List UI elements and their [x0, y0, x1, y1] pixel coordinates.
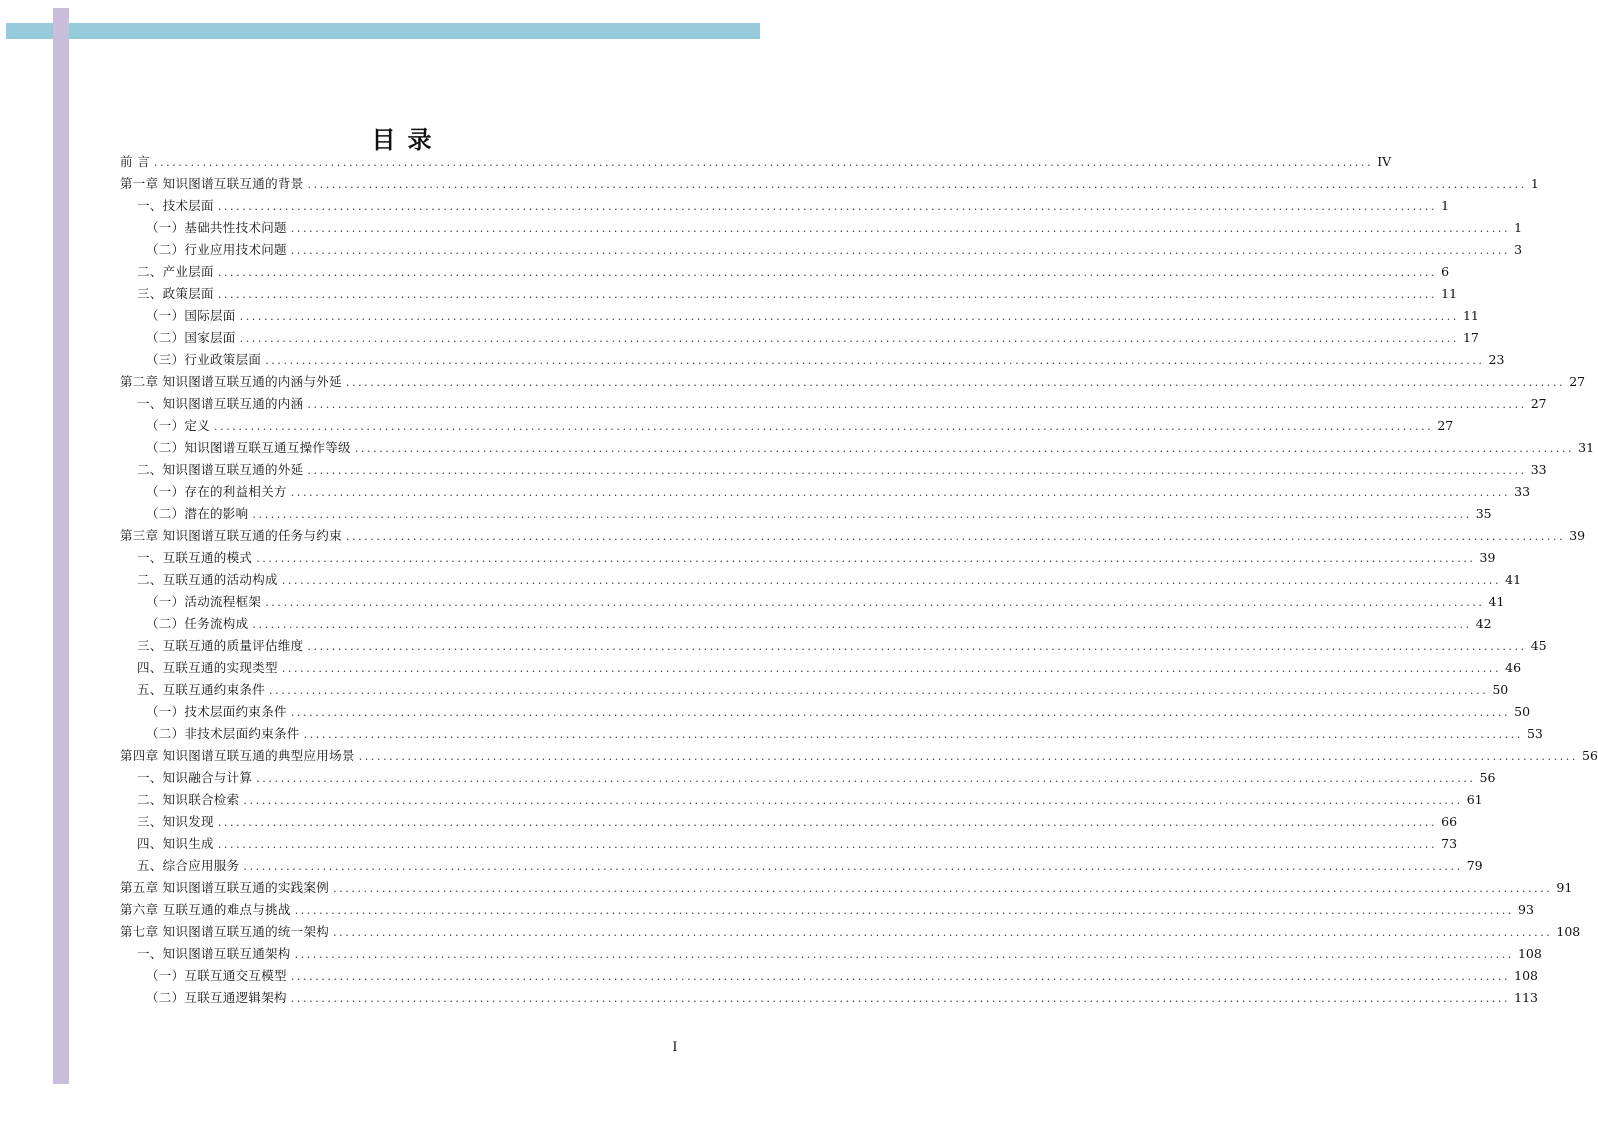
- toc-entry-page: 42: [1475, 616, 1492, 631]
- toc-entry[interactable]: [120, 877, 1573, 899]
- toc-entry[interactable]: [120, 679, 1509, 701]
- toc-entry-label: 五、综合应用服务: [137, 858, 240, 873]
- toc-entry-label: （一）国际层面: [146, 308, 236, 323]
- toc-entry-page: 39: [1569, 528, 1586, 543]
- toc-entry-label: 一、互联互通的模式: [137, 550, 253, 565]
- toc-entry-label: 二、互联互通的活动构成: [137, 572, 278, 587]
- toc-entry-page: 108: [1517, 946, 1542, 961]
- toc-entry[interactable]: [120, 745, 1598, 767]
- dot-leader: ........................................................................................................................................................................................................: [358, 750, 1579, 763]
- toc-entry[interactable]: [120, 723, 1543, 745]
- toc-entry-page: 50: [1514, 704, 1531, 719]
- toc-entry-page: 41: [1488, 594, 1505, 609]
- toc-entry[interactable]: [120, 217, 1523, 239]
- toc-entry[interactable]: [120, 459, 1547, 481]
- toc-entry[interactable]: [120, 921, 1581, 943]
- toc-entry[interactable]: [120, 547, 1496, 569]
- toc-entry-page: 11: [1441, 286, 1458, 301]
- toc-entry-page: 1: [1530, 176, 1539, 191]
- toc-entry-page: 3: [1514, 242, 1523, 257]
- toc-entry-page: 79: [1466, 858, 1483, 873]
- dot-leader: ........................................................................................................................................................................................................: [252, 508, 1472, 521]
- toc-entry-page: 108: [1556, 924, 1581, 939]
- dot-leader: ........................................................................................................................................................................................................: [217, 200, 1438, 213]
- toc-entry-label: 二、产业层面: [137, 264, 214, 279]
- toc-entry[interactable]: [120, 525, 1586, 547]
- toc-entry-page: 39: [1479, 550, 1496, 565]
- dot-leader: ........................................................................................................................................................................................................: [307, 640, 1527, 653]
- dot-leader: ........................................................................................................................................................................................................: [290, 244, 1511, 257]
- toc-entry-page: 35: [1475, 506, 1492, 521]
- toc-entry-label: （二）任务流构成: [146, 616, 249, 631]
- toc-entry[interactable]: [120, 261, 1450, 283]
- toc-entry-page: 45: [1530, 638, 1547, 653]
- toc-entry-page: 17: [1462, 330, 1479, 345]
- dot-leader: ........................................................................................................................................................................................................: [256, 772, 1476, 785]
- toc-entry[interactable]: [120, 393, 1547, 415]
- toc-entry-page: 27: [1569, 374, 1586, 389]
- toc-entry-page: 53: [1526, 726, 1543, 741]
- toc-entry-label: 一、知识图谱互联互通的内涵: [137, 396, 304, 411]
- toc-entry-label: 一、知识图谱互联互通架构: [137, 946, 291, 961]
- dot-leader: ........................................................................................................................................................................................................: [307, 464, 1527, 477]
- toc-entry-label: 第一章 知识图谱互联互通的背景: [120, 176, 304, 191]
- toc-entry-label: 前 言: [120, 154, 150, 169]
- toc-entry-label: （一）活动流程框架: [146, 594, 262, 609]
- toc-entry-label: 三、互联互通的质量评估维度: [137, 638, 304, 653]
- dot-leader: ........................................................................................................................................................................................................: [217, 288, 1438, 301]
- toc-entry-page: 6: [1441, 264, 1450, 279]
- toc-entry-page: 33: [1514, 484, 1531, 499]
- toc-entry[interactable]: [120, 481, 1531, 503]
- toc-entry-label: 三、政策层面: [137, 286, 214, 301]
- toc-entry-label: （一）存在的利益相关方: [146, 484, 287, 499]
- toc-entry-page: 93: [1518, 902, 1534, 917]
- page-title: 目录: [371, 126, 444, 154]
- toc-entry-page: 41: [1505, 572, 1522, 587]
- dot-leader: ........................................................................................................................................................................................................: [290, 486, 1511, 499]
- toc-entry-label: 四、互联互通的实现类型: [137, 660, 278, 675]
- dot-leader: ........................................................................................................................................................................................................: [345, 376, 1566, 389]
- dot-leader: ........................................................................................................................................................................................................: [239, 332, 1459, 345]
- dot-leader: ........................................................................................................................................................................................................: [214, 420, 1434, 433]
- toc-entry-label: 第七章 知识图谱互联互通的统一架构: [120, 924, 330, 939]
- toc-entry-page: 113: [1514, 990, 1538, 1005]
- toc-entry[interactable]: [120, 987, 1538, 1009]
- toc-entry[interactable]: [120, 899, 1534, 921]
- dot-leader: ........................................................................................................................................................................................................: [256, 552, 1476, 565]
- toc-entry[interactable]: [120, 943, 1542, 965]
- dot-leader: ........................................................................................................................................................................................................: [354, 442, 1575, 455]
- table-of-contents: [120, 151, 1598, 1009]
- side-decorative-band: [53, 8, 69, 1084]
- toc-entry[interactable]: [120, 613, 1492, 635]
- dot-leader: ........................................................................................................................................................................................................: [265, 596, 1485, 609]
- toc-entry[interactable]: [120, 283, 1458, 305]
- toc-entry[interactable]: [120, 701, 1531, 723]
- toc-entry-page: 27: [1530, 396, 1547, 411]
- dot-leader: ........................................................................................................................................................................................................: [243, 794, 1463, 807]
- toc-entry[interactable]: [120, 503, 1492, 525]
- toc-entry[interactable]: [120, 855, 1483, 877]
- toc-entry-label: 第二章 知识图谱互联互通的内涵与外延: [120, 374, 342, 389]
- dot-leader: ........................................................................................................................................................................................................: [217, 816, 1438, 829]
- toc-entry-label: （一）基础共性技术问题: [146, 220, 287, 235]
- toc-entry[interactable]: [120, 415, 1454, 437]
- toc-entry-label: （一）定义: [146, 418, 211, 433]
- toc-entry-label: （三）行业政策层面: [146, 352, 262, 367]
- top-decorative-band: [6, 23, 760, 39]
- dot-leader: ........................................................................................................................................................................................................: [290, 970, 1511, 983]
- toc-entry-label: 二、知识联合检索: [137, 792, 240, 807]
- toc-entry-page: 50: [1492, 682, 1509, 697]
- toc-entry-label: 一、知识融合与计算: [137, 770, 253, 785]
- toc-entry-label: （二）国家层面: [146, 330, 236, 345]
- page-number: I: [672, 1040, 678, 1055]
- toc-entry[interactable]: [120, 569, 1522, 591]
- dot-leader: ........................................................................................................................................................................................................: [290, 992, 1511, 1005]
- dot-leader: ........................................................................................................................................................................................................: [307, 398, 1527, 411]
- toc-entry-page: 23: [1488, 352, 1505, 367]
- dot-leader: ........................................................................................................................................................................................................: [281, 662, 1502, 675]
- toc-entry[interactable]: [120, 305, 1479, 327]
- toc-entry[interactable]: [120, 437, 1595, 459]
- toc-entry-page: 1: [1441, 198, 1450, 213]
- dot-leader: ........................................................................................................................................................................................................: [252, 618, 1472, 631]
- toc-entry-page: 56: [1582, 748, 1598, 763]
- toc-entry-label: 第三章 知识图谱互联互通的任务与约束: [120, 528, 342, 543]
- toc-entry-label: 五、互联互通约束条件: [137, 682, 266, 697]
- dot-leader: ........................................................................................................................................................................................................: [345, 530, 1566, 543]
- dot-leader: ........................................................................................................................................................................................................: [333, 926, 1553, 939]
- dot-leader: ........................................................................................................................................................................................................: [217, 266, 1438, 279]
- toc-entry[interactable]: [120, 833, 1458, 855]
- toc-entry-page: 11: [1462, 308, 1479, 323]
- toc-entry-page: 27: [1437, 418, 1454, 433]
- toc-entry[interactable]: [120, 591, 1505, 613]
- toc-entry-page: 1: [1514, 220, 1523, 235]
- dot-leader: ........................................................................................................................................................................................................: [243, 860, 1463, 873]
- toc-entry[interactable]: [120, 195, 1450, 217]
- toc-entry-label: 第六章 互联互通的难点与挑战: [120, 902, 291, 917]
- dot-leader: ........................................................................................................................................................................................................: [294, 904, 1515, 917]
- toc-entry[interactable]: [120, 789, 1483, 811]
- toc-entry-page: 108: [1514, 968, 1538, 983]
- toc-entry-label: 四、知识生成: [137, 836, 214, 851]
- dot-leader: ........................................................................................................................................................................................................: [269, 684, 1489, 697]
- toc-entry[interactable]: [120, 239, 1523, 261]
- toc-entry-label: 三、知识发现: [137, 814, 214, 829]
- dot-leader: ........................................................................................................................................................................................................: [333, 882, 1553, 895]
- toc-entry-label: 第四章 知识图谱互联互通的典型应用场景: [120, 748, 355, 763]
- toc-entry[interactable]: [120, 965, 1538, 987]
- toc-entry-label: （二）互联互通逻辑架构: [146, 990, 287, 1005]
- dot-leader: ........................................................................................................................................................................................................: [265, 354, 1485, 367]
- dot-leader: ........................................................................................................................................................................................................: [153, 156, 1374, 169]
- dot-leader: ........................................................................................................................................................................................................: [290, 222, 1511, 235]
- toc-entry[interactable]: [120, 657, 1522, 679]
- toc-entry[interactable]: [120, 635, 1547, 657]
- toc-entry-label: 一、技术层面: [137, 198, 214, 213]
- toc-entry[interactable]: [120, 349, 1505, 371]
- toc-entry-page: 31: [1578, 440, 1595, 455]
- dot-leader: ........................................................................................................................................................................................................: [307, 178, 1527, 191]
- toc-entry-label: （二）行业应用技术问题: [146, 242, 287, 257]
- toc-entry-page: 33: [1530, 462, 1547, 477]
- toc-entry-label: （二）知识图谱互联互通互操作等级: [146, 440, 351, 455]
- toc-entry-page: 56: [1479, 770, 1496, 785]
- toc-entry[interactable]: [120, 151, 1392, 173]
- toc-entry[interactable]: [120, 811, 1458, 833]
- dot-leader: ........................................................................................................................................................................................................: [290, 706, 1511, 719]
- toc-entry-page: 61: [1466, 792, 1483, 807]
- dot-leader: ........................................................................................................................................................................................................: [294, 948, 1514, 961]
- toc-entry-label: 第五章 知识图谱互联互通的实践案例: [120, 880, 330, 895]
- dot-leader: ........................................................................................................................................................................................................: [217, 838, 1438, 851]
- toc-entry-page: 91: [1556, 880, 1573, 895]
- toc-entry-page: IV: [1377, 154, 1392, 169]
- toc-entry-page: 46: [1505, 660, 1522, 675]
- dot-leader: ........................................................................................................................................................................................................: [281, 574, 1502, 587]
- toc-entry-label: （二）潜在的影响: [146, 506, 249, 521]
- toc-entry-label: （二）非技术层面约束条件: [146, 726, 300, 741]
- toc-entry[interactable]: [120, 327, 1479, 349]
- toc-entry[interactable]: [120, 173, 1539, 195]
- toc-entry[interactable]: [120, 767, 1496, 789]
- toc-entry-page: 73: [1441, 836, 1458, 851]
- toc-entry-label: （一）技术层面约束条件: [146, 704, 287, 719]
- toc-entry-label: 二、知识图谱互联互通的外延: [137, 462, 304, 477]
- dot-leader: ........................................................................................................................................................................................................: [303, 728, 1523, 741]
- toc-entry-label: （一）互联互通交互模型: [146, 968, 287, 983]
- toc-entry-page: 66: [1441, 814, 1458, 829]
- dot-leader: ........................................................................................................................................................................................................: [239, 310, 1459, 323]
- toc-entry[interactable]: [120, 371, 1586, 393]
